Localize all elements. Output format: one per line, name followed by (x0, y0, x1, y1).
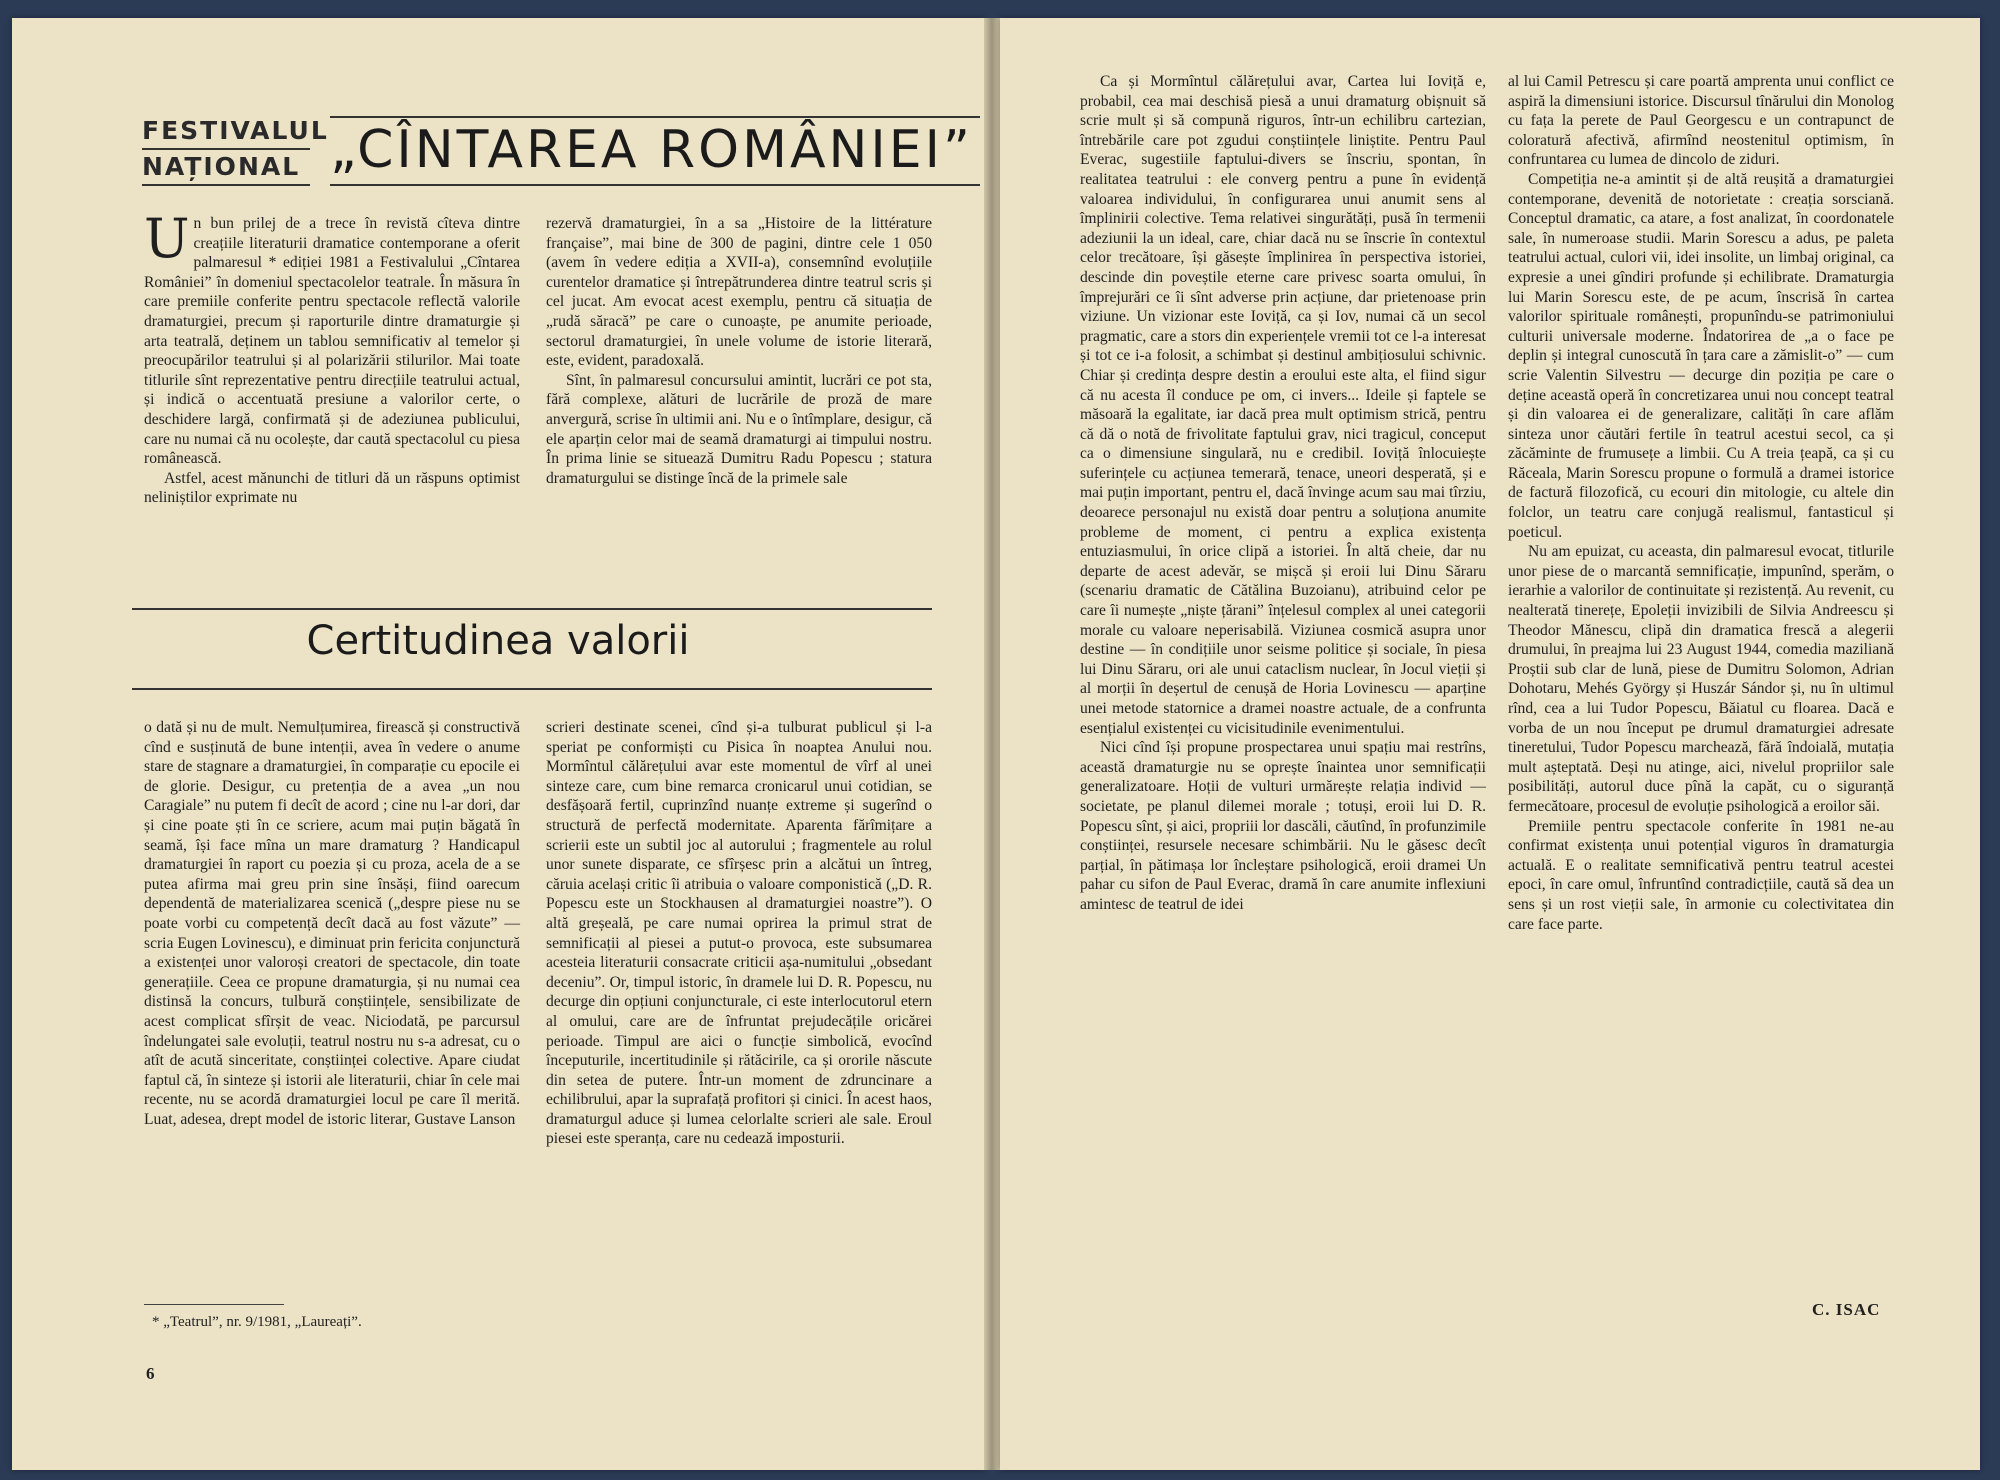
title-rule-bottom (330, 184, 980, 186)
page-number: 6 (146, 1364, 155, 1383)
festival-label (142, 114, 329, 186)
right-col1-p2: Nici cînd își propune prospectarea unui spațiu mai restrîns, această dramaturgie nu se oprește înaintea unor semnificații generalizatoare. Hoții de vulturi urmărește relația individ — societate, pe planul dilemei morale ; totuși, eroii lui D. R. Popescu sînt, și aici, propriii lor dascăli, căutînd, în profunzimile conștiinței, resursele necesare schimbării. Nu le găsesc decît parțial, în pătimașa lor încleștare psihologică, eroii dramei Un pahar cu sifon de Paul Everac, dramă în care anumite inflexiuni amintesc de teatrul de idei (1080, 739, 1486, 913)
body-column-1 (144, 718, 520, 1129)
left-page (12, 18, 984, 1470)
intro-col2-p2: Sînt, în palmaresul concursului amintit, lucrări ce pot sta, fără complexe, alături de lucrările de proză de mare anvergură, scrise în ultimii ani. Nu e o întîmplare, desigur, că ele aparțin celor mai de seamă dramaturgi ai timpului nostru. În prima linie se situează Dumitru Radu Popescu ; statura dramaturgului se distinge încă de la primele sale (546, 371, 932, 487)
festival-line-2: NAȚIONAL (142, 150, 310, 186)
intro-col1-p2: Astfel, acest mănunchi de titluri dă un răspuns optimist neliniștilor exprimate nu (144, 469, 520, 507)
article-header-title: „CÎNTAREA ROMÂNIEI” (330, 120, 973, 180)
right-column-1 (1080, 72, 1486, 915)
festival-line-1: FESTIVALUL (142, 114, 310, 150)
right-column-2 (1508, 72, 1894, 934)
right-col2-p3: Nu am epuizat, cu aceasta, din palmaresul evocat, titlurile unor piese de o marcantă semnificație, impunînd, sperăm, o ierarhie a valorilor de continuitate și rezistență. Au revenit, cu nealterată tinerețe, Epoleții invizibili de Silvia Andreescu și Theodor Mănescu, clipă din dramatica frescă a alegerii drumului, în preajma lui 23 August 1944, comedia maziliană Proștii sub clar de lună, piese de Dumitru Solomon, Adrian Dohotaru, Mehés György și Huszár Sándor și, nu în ultimul rînd, cea a lui Tudor Popescu, Băiatul cu floarea. Dacă e vorba de un nou început pe drumul dramaturgiei adresate tineretului, Tudor Popescu marchează, fără îndoială, mutația mult așteptată. Deși nu atinge, aici, nivelul propriilor sale posibilități, autorul duce pînă la capăt, cu o siguranță fermecătoare, procesul de evoluție psihologică a eroilor săi. (1508, 543, 1894, 815)
intro-column-2 (546, 214, 932, 488)
right-col2-p1: al lui Camil Petrescu și care poartă amprenta unui conflict ce aspiră la dimensiuni istorice. Discursul tînărului din Monolog cu fața la perete de Paul Georgescu e un contrapunct de coloratură afectivă, afirmînd neostenitul optimism, în confruntarea cu lumea de dincolo de ziduri. (1508, 73, 1894, 169)
book-gutter (984, 18, 1000, 1470)
author-signature: C. ISAC (1812, 1300, 1881, 1319)
right-col2-p4: Premiile pentru spectacole conferite în 1981 ne-au confirmat existența unui potențial viguros în dramaturgia actuală. E o realitate semnificativă pentru teatrul acestei epoci, în care omul, înfruntînd contradicțiile, caută să dea un sens și un rost vieții sale, în armonie cu colectivitatea din care face parte. (1508, 817, 1894, 933)
title-rule-top (330, 116, 980, 118)
footnote: * „Teatrul”, nr. 9/1981, „Laureați”. (152, 1314, 362, 1330)
right-page (1000, 18, 1980, 1470)
intro-col2-p1: rezervă dramaturgiei, în a sa „Histoire de la littérature française”, mai bine de 300 de pagini, dintre cele 1 050 (avem în vedere ediția a XVII-a), consemnînd evoluțiile curentelor dramatice și întrepătrunderea dintre teatrul scris și cel jucat. Am evocat acest exemplu, pentru că situația de „rudă săracă” pe care o cunoaște, pe anumite perioade, sectorul dramaturgiei, în unele volume de istorie literară, este, evident, paradoxală. (546, 215, 932, 370)
drop-cap: U (144, 207, 190, 270)
right-col2-p2: Competiția ne-a amintit și de altă reușită a dramaturgiei contemporane, devenită de notorietate : creația sorsciană. Conceptul dramatic, ca atare, a fost analizat, în coordonatele sale, în numeroase studii. Marin Sorescu a adus, pe paleta teatrului actual, culori vii, idei insolite, un limbaj original, ca expresie a unei gîndiri profunde și echilibrate. Dramaturgia lui Marin Sorescu este, de pe acum, înscrisă în cartea valorilor spirituale românești, propunîndu-se patrimoniului culturii universale moderne. Îndatorirea de „a o face pe deplin și integral cunoscută în țara care a zămislit-o” — cum scrie Valentin Silvestru — decurge din poziția pe care o deține această operă în concretizarea unui nou concept teatral și din valoarea ei de generalizare, calități în care aflăm sinteza unor căutări fertile în teatrul acestui secol, ca și zăcăminte de frumusețe a limbii. Cu A treia țeapă, ca și cu Răceala, Marin Sorescu propune o formulă a dramei istorice de factură filozofică, cu ecouri din mitologie, cu altele din folclor, un teatru care conjugă realismul, fantasticul și poeticul. (1508, 170, 1894, 541)
section-title: Certitudinea valorii (306, 618, 690, 664)
body-col1-text: o dată și nu de mult. Nemulțumirea, firească și constructivă cînd e susținută de bune intenții, avea în vedere o anume stare de stagnare a dramaturgiei, în comparație cu epocile ei de glorie. Desigur, cu pretenția de a avea „un nou Caragiale” nu putem fi decît de acord ; cine nu l-ar dori, dar și cine poate ști în ce scriere, acum mai puțin băgată în seamă, își face mîna un mare dramaturg ? Handicapul dramaturgiei în raport cu poezia și cu proza, acela de a se putea afirma mai greu prin sine însăși, fiind oarecum dependentă de materializarea scenică („despre piese nu se poate vorbi cu competență decît dacă au fost văzute” — scria Eugen Lovinescu), e diminuat prin fericita conjunctură a existenței unor valoroși creatori de spectacole, din toate generațiile. Ceea ce propune dramaturgia, și nu numai cea distinsă la concurs, tulbură conștiințele, sensibilizate de acest complicat sfîrșit de veac. Niciodată, pe parcursul îndelungatei sale evoluții, teatrul nostru nu s-a adresat, cu o atît de acută sinceritate, conștiinței colective. Apare ciudat faptul că, în sinteze și istorii ale literaturii, chiar în cele mai recente, nu se acordă dramaturgiei locul pe care îl merită. Luat, adesea, drept model de istoric literar, Gustave Lanson (144, 719, 520, 1128)
intro-col1-text: n bun prilej de a trece în revistă cîteva dintre creațiile literaturii dramatice contemporane a oferit palmaresul * ediției 1981 a Festivalului „Cîntarea României” în domeniul spectacolelor teatrale. În măsura în care premiile conferite pentru spectacole reflectă valorile dramaturgiei, precum și raporturile dintre dramaturgie și arta teatrală, deținem un tablou semnificativ al temelor și preocupărilor teatrului și al polarizării stilurilor. Mai toate titlurile sînt reprezentative pentru direcțiile teatrului actual, și indică o accentuată presiune a valorilor certe, o deschidere largă, confirmată și de adeziunea publicului, care nu numai că nu ocolește, dar caută spectacolul cu piesa românească. (144, 215, 520, 468)
body-column-2 (546, 718, 932, 1149)
body-col2-text: scrieri destinate scenei, cînd și-a tulburat publicul și l-a speriat pe conformiști cu Pisica în noaptea Anului nou. Mormîntul călărețului avar este momentul de vîrf al unei sinteze care, cum bine remarca cronicarul unui cotidian, se desfășoară fertil, cuprinzînd nuanțe extreme și sugerînd o structură de perfectă modernitate. Aparenta fărîmițare a scrierii este un subtil joc al autorului ; fragmentele au rolul unor sunete disparate, ce sfîrșesc prin a alcătui un întreg, căruia același critic îi atribuia o valoare componistică („D. R. Popescu este un Stockhausen al dramaturgiei noastre”). O altă greșeală, pe care numai oprirea la primul strat de semnificații al piesei a putut-o provoca, este subsumarea acesteia literaturii consacrate criticii așa-numitului „obsedant deceniu”. Or, timpul istoric, în dramele lui D. R. Popescu, nu decurge din opțiuni conjuncturale, ci este interlocutorul etern al omului, care are de înfruntat prejudecățile oricărei perioade. Timpul are aici o funcție simbolică, evocînd începuturile, incertitudinile și rătăcirile, ca și ororile născute din setea de putere. Într-un moment de zdruncinare a echilibrului, apar la suprafață profitori și cinici. În acest haos, dramaturgul aduce și lumea celorlalte scrieri ale sale. Eroul piesei este speranța, care nu cedează imposturii. (546, 719, 932, 1148)
section-rule-top (132, 608, 932, 610)
right-col1-p1: Ca și Mormîntul călărețului avar, Cartea lui Ioviță e, probabil, cea mai deschisă piesă a unui dramaturg obișnuit să scrie mult și să compună riguros, într-un echilibru cartezian, întrebările care pot zgudui conștiințele liniștite. Pentru Paul Everac, sugestiile faptului-divers se înscriu, spontan, în realitatea teatrului : ele converg pentru a pune în evidență valoarea individului, în configurarea unui anumit sens al împlinirii colective. Tema relativei singurătăți, pusă în termenii adeziunii la un ideal, care, chiar dacă nu se înscrie în contextul celor trecătoare, își găsește împlinirea în perspectiva istoriei, descinde din poveștile eterne care privesc soarta omului, în împrejurări ce îi sînt adverse prin acțiune, dar prietenoase prin viziune. Un vizionar este Ioviță, ca și Iov, numai că un secol pragmatic, care a stors din experiențele vremii tot ce l-a interesat și tot ce i-a folosit, a schimbat și destinul ambițiosului schivnic. Chiar și credința despre destin a eroului este alta, el fiind sigur că nu acesta îl conduce pe om, ci invers... Ideile și faptele se măsoară la egalitate, iar dacă prea mult optimism strică, pentru că dă o notă de frivolitate faptului grav, nici tragicul, conceput ca o dimensiune singulară, nu e credibil. Ioviță înlocuiește suferințele cu acțiunea temerară, tenace, uneori desperată, și e mai puțin important, pentru el, dacă învinge acum sau mai tîrziu, deoarece personajul nu există doar pentru a soluționa anumite probleme de moment, ci pentru a explica existența entuziasmului, în orice clipă a istoriei. În altă cheie, dar nu departe de acest adevăr, se mișcă și eroii lui Dinu Săraru (scenariu dramatic de Cătălina Buzoianu), atribuind celor pe care îi numește „niște țărani” înțelesul complex al unei categorii morale cu valoare neperisabilă. Viziunea cosmică asupra unor destine — în condițiile unor seisme politice și sociale, în piesa lui Dinu Săraru, ori ale unui cataclism nuclear, în Jocul vieții și al morții în deșertul de cenușă de Horia Lovinescu — aparține unei metode statornice a dramei noastre actuale, de a confrunta esențialul existenței cu vicisitudinile evenimentului. (1080, 73, 1486, 737)
section-rule-bottom (132, 688, 932, 690)
intro-column-1 (144, 207, 520, 508)
footnote-rule (144, 1304, 284, 1305)
